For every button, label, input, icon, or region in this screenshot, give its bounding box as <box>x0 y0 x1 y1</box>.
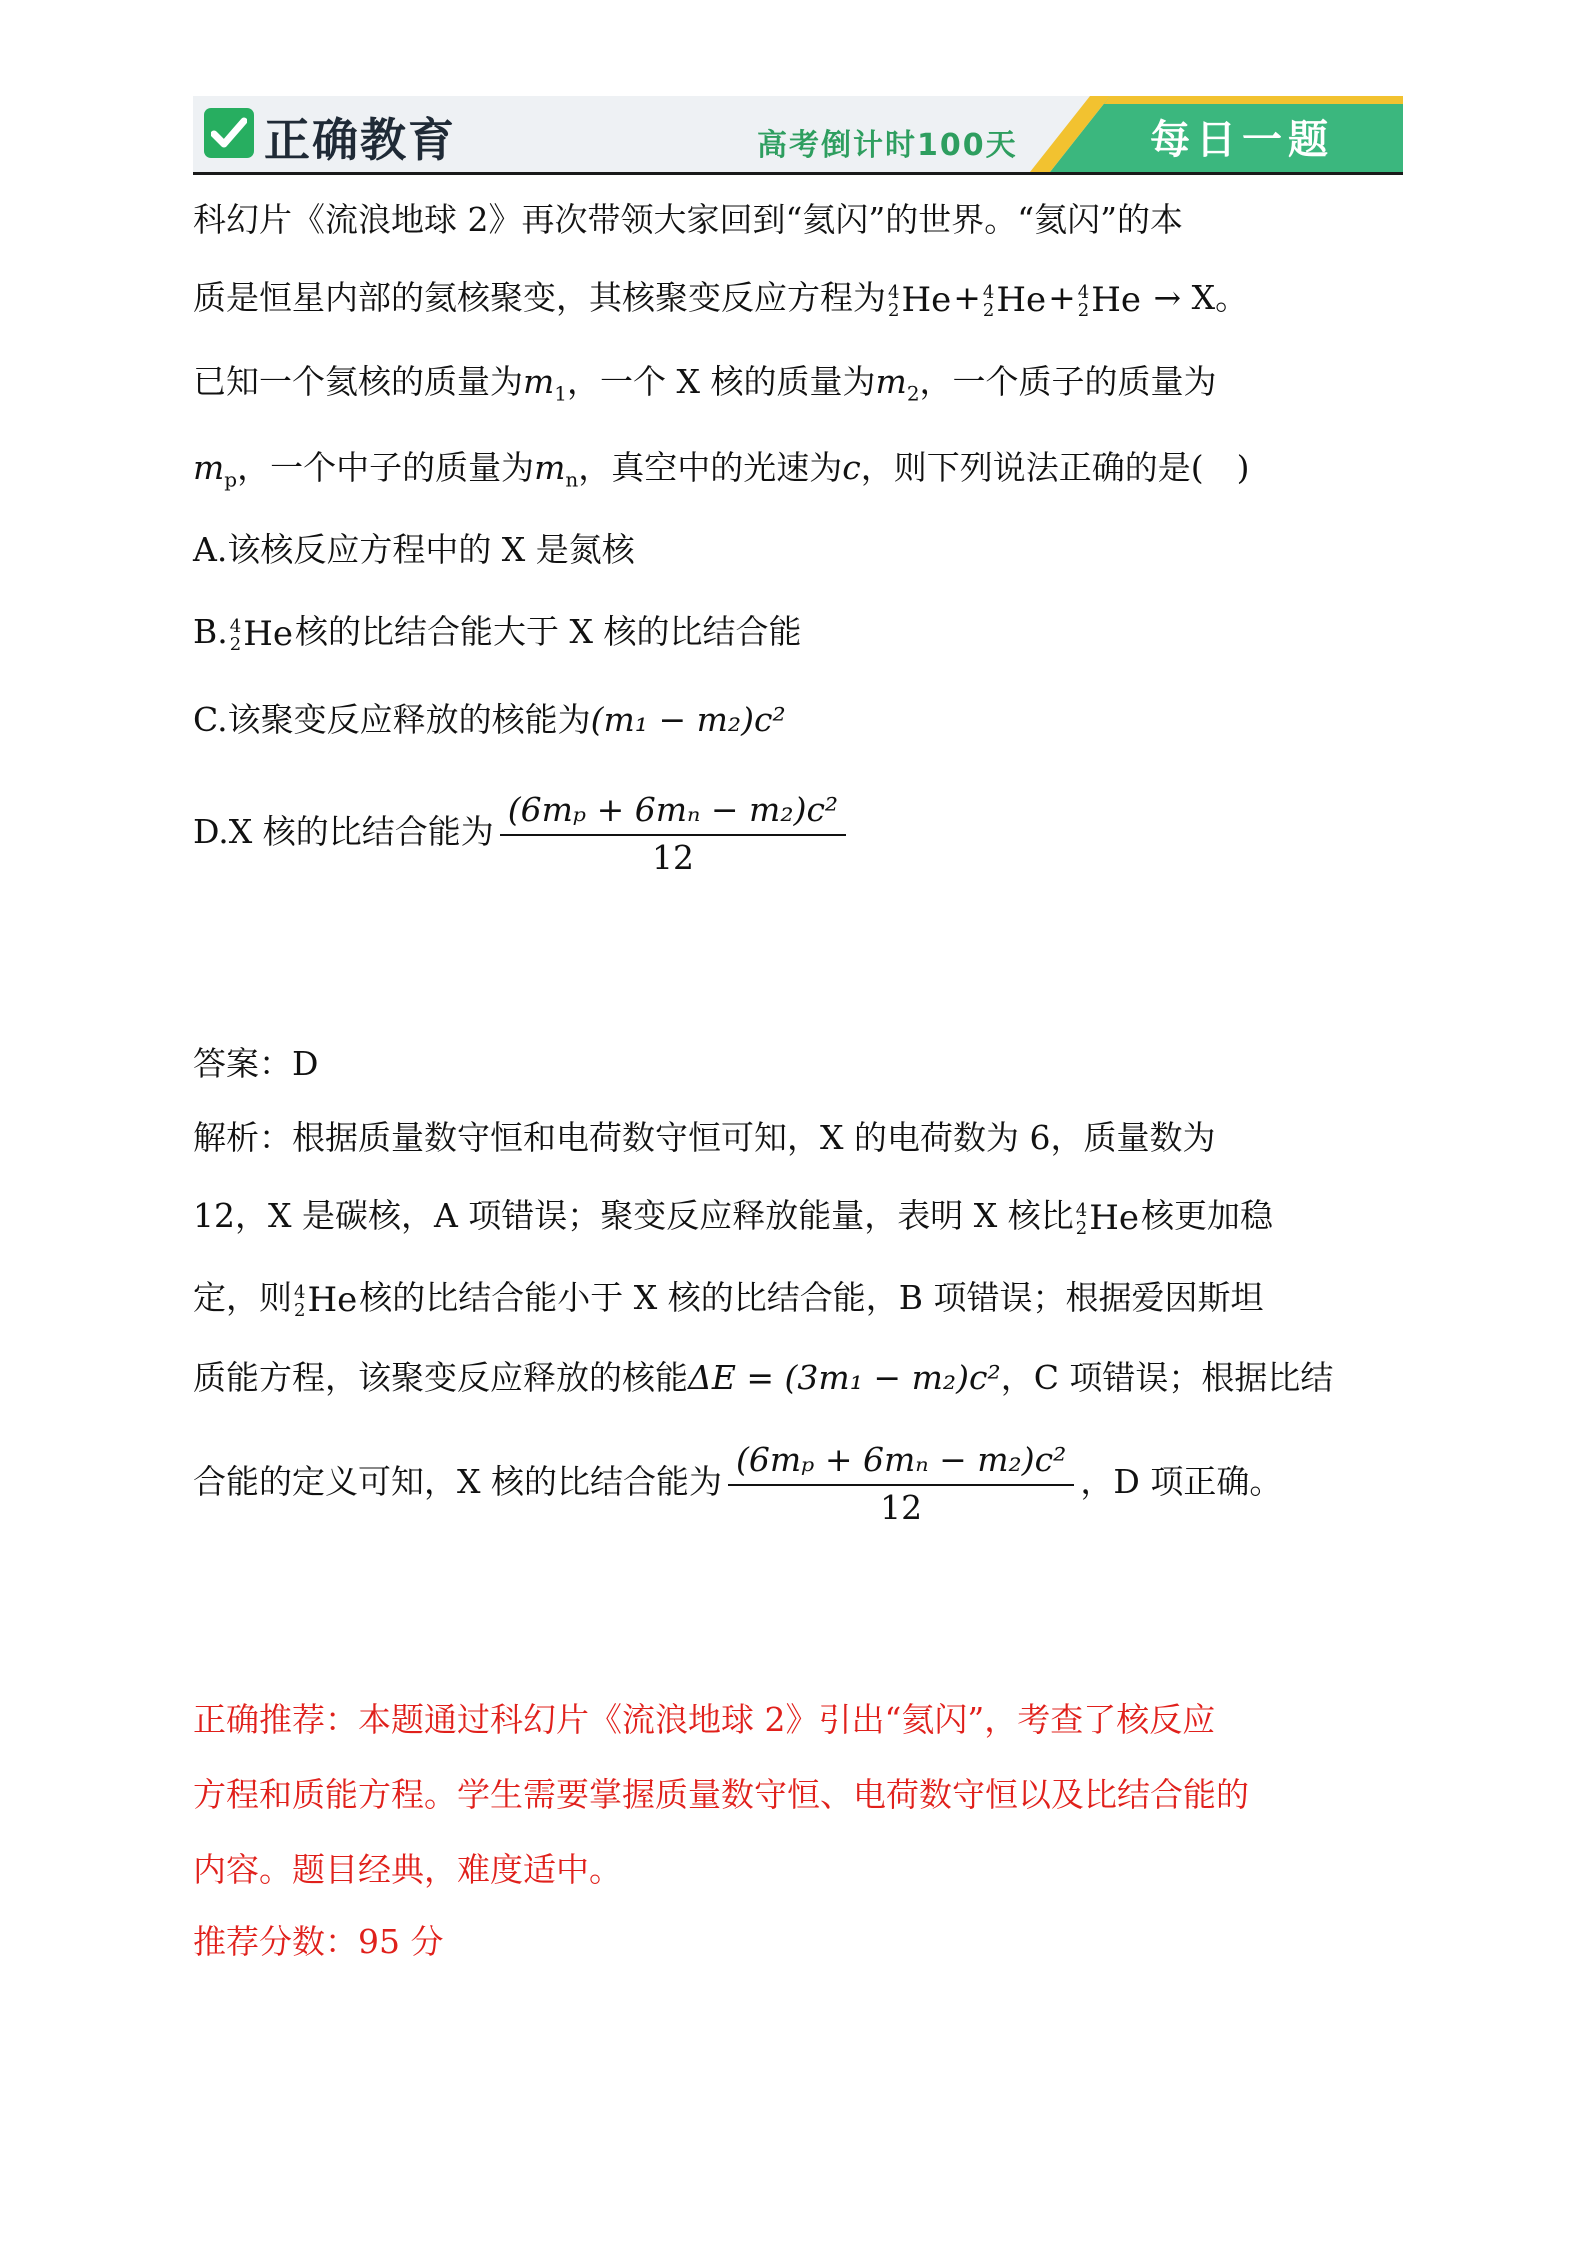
recommend-line-3: 内容。题目经典，难度适中。 <box>193 1850 622 1889</box>
analysis-line-1: 解析：根据质量数守恒和电荷数守恒可知，X 的电荷数为 6，质量数为 <box>193 1118 1216 1157</box>
daily-question-badge: 每日一题 <box>1150 117 1334 163</box>
he-isotope: 4 2 He <box>1075 1198 1140 1239</box>
question-line-1: 科幻片《流浪地球 2》再次带领大家回到“氦闪”的世界。“氦闪”的本 <box>193 200 1183 239</box>
he-isotope: 4 2 He <box>888 280 952 321</box>
analysis-fraction: $\frac{\text{(6mₚ + 6mₙ − m₂)c²}}{12}$ <box>728 1440 1074 1528</box>
option-b: B. 4 2 He核的比结合能大于 X 核的比结合能 <box>193 612 802 655</box>
question-line-4: $m_p$，一个中子的质量为$m_n$，真空中的光速为c，则下列说法正确的是( ) <box>193 448 1250 492</box>
option-d: D.X 核的比结合能为 $\frac{\text{(6mₚ + 6mₙ − m₂)c²}}{12}$ <box>193 790 852 878</box>
brand-name: 正确教育 <box>264 113 456 167</box>
recommend-line-1: 正确推荐：本题通过科幻片《流浪地球 2》引出“氦闪”，考查了核反应 <box>193 1700 1216 1739</box>
option-d-fraction: $\frac{\text{(6mₚ + 6mₙ − m₂)c²}}{12}$ <box>500 790 846 878</box>
recommend-score: 推荐分数：95 分 <box>193 1922 444 1961</box>
he-isotope: 4 2 He <box>229 614 293 655</box>
option-a: A.该核反应方程中的 X 是氮核 <box>193 530 635 569</box>
question-line-3: 已知一个氦核的质量为$m_1$，一个 X 核的质量为$m_2$，一个质子的质量为 <box>193 362 1217 406</box>
option-c: C.该聚变反应释放的核能为(m₁ − m₂)c² <box>193 700 786 739</box>
recommend-line-2: 方程和质能方程。学生需要掌握质量数守恒、电荷数守恒以及比结合能的 <box>193 1775 1249 1814</box>
analysis-line-4: 质能方程，该聚变反应释放的核能ΔE = (3m₁ − m₂)c²，C 项错误；根据比结 <box>193 1358 1334 1397</box>
countdown-label: 高考倒计时100天 <box>757 128 1018 163</box>
question-line-2: 质是恒星内部的氦核聚变，其核聚变反应方程为 4 2 He+ 4 2 He+ 4 2 He → X。 <box>193 278 1249 321</box>
analysis-line-5: 合能的定义可知，X 核的比结合能为 $\frac{\text{(6mₚ + 6mₙ − m₂)c²}}{12}$ ，D 项正确。 <box>193 1440 1283 1527</box>
he-isotope: 4 2 He <box>1077 280 1142 321</box>
header-divider <box>193 172 1403 175</box>
analysis-line-2: 12，X 是碳核，A 项错误；聚变反应释放能量，表明 X 核比 4 2 He核更加稳 <box>193 1196 1274 1239</box>
analysis-line-3: 定，则 4 2 He核的比结合能小于 X 核的比结合能，B 项错误；根据爱因斯坦 <box>193 1278 1264 1321</box>
he-isotope: 4 2 He <box>982 280 1047 321</box>
answer-line: 答案：D <box>193 1044 319 1083</box>
check-icon <box>204 108 254 158</box>
he-isotope: 4 2 He <box>294 1280 358 1321</box>
